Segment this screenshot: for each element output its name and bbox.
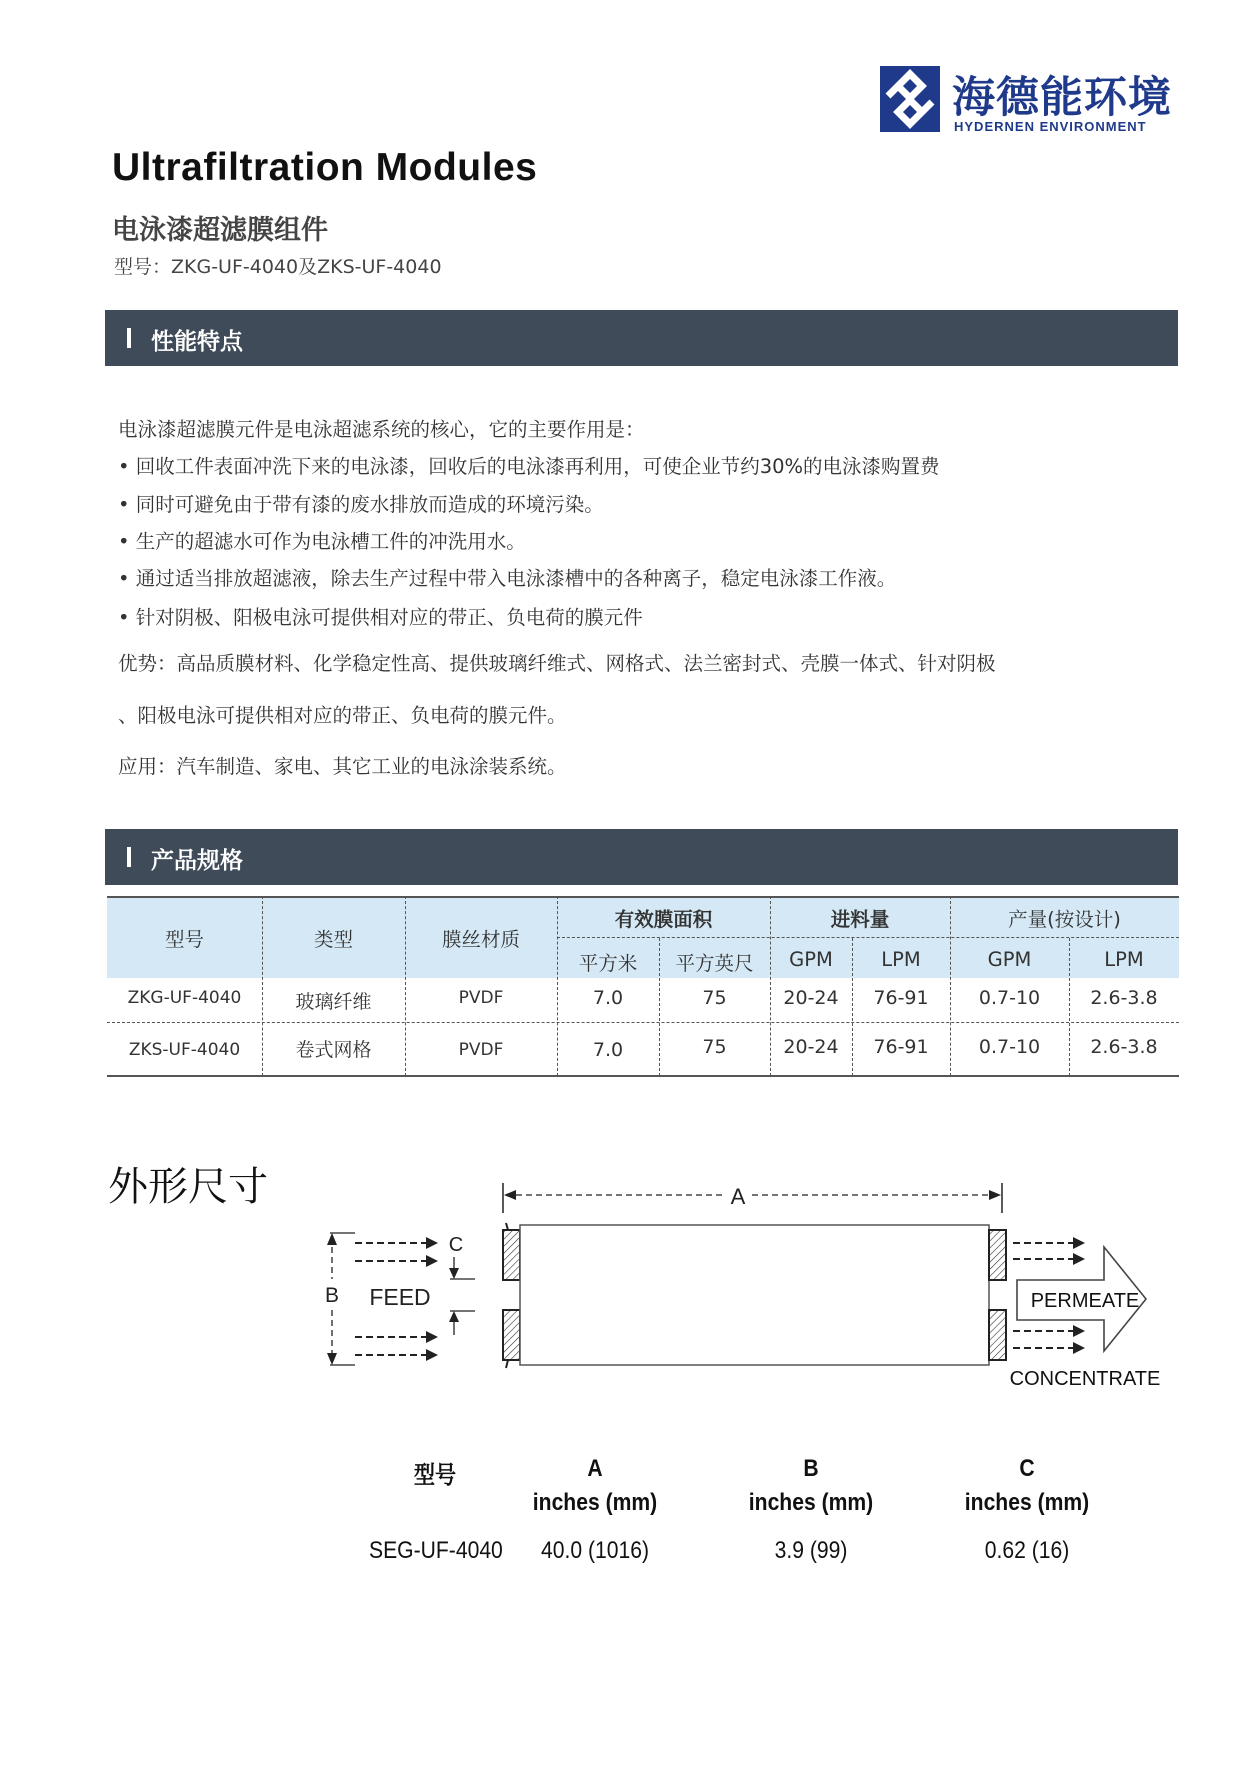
label-a: A [730,1184,746,1209]
advantage-line-1: 优势：高品质膜材料、化学稳定性高、提供玻璃纤维式、网格式、法兰密封式、壳膜一体式、针对阴极 [118,652,996,675]
page-title-zh: 电泳漆超滤膜组件 [112,215,328,246]
dim-unit-c: inches (mm) [964,1489,1090,1516]
feature-bullet: • 回收工件表面冲洗下来的电泳漆，回收后的电泳漆再利用，可使企业节约30%的电泳漆购置费 [118,455,940,478]
col-header-material: 膜丝材质 [441,928,520,951]
col-header-area: 有效膜面积 [614,908,713,931]
feature-bullet: • 针对阴极、阳极电泳可提供相对应的带正、负电荷的膜元件 [118,606,643,629]
dim-cell-model: SEG-UF-4040 [369,1537,503,1564]
advantage-line-2: 、阳极电泳可提供相对应的带正、负电荷的膜元件。 [118,704,567,727]
cell-material: PVDF [458,1040,504,1060]
dimensions-title: 外形尺寸 [108,1164,268,1210]
section-marker [127,847,131,867]
application-line: 应用：汽车制造、家电、其它工业的电泳涂装系统。 [118,755,567,778]
dim-cell-a: 40.0 (1016) [540,1537,650,1564]
label-concentrate: CONCENTRATE [1009,1368,1160,1390]
dimension-c [449,1234,475,1335]
logo-mark-icon [880,66,940,132]
spec-table [107,896,1179,1078]
feature-bullet: • 同时可避免由于带有漆的废水排放而造成的环境污染。 [118,493,604,516]
cell-feed-gpm: 20-24 [783,987,839,1009]
outlet-arrows [1010,1237,1160,1390]
dim-header-b: B [803,1455,819,1482]
col-header-type: 类型 [313,928,353,951]
company-logo [880,62,1178,142]
dimension-a [503,1183,1002,1213]
membrane-module [503,1223,1006,1368]
dimension-b [325,1233,355,1365]
label-b: B [324,1284,340,1307]
section-bar-features [105,310,1178,366]
label-feed: FEED [369,1284,431,1310]
module-diagram [320,1175,1160,1405]
cell-type: 卷式网格 [295,1039,372,1061]
subheader-feed-lpm: LPM [881,948,921,971]
col-header-feed: 进料量 [830,908,890,931]
row-divider [557,937,1179,938]
section-title: 性能特点 [151,329,243,355]
cell-feed-lpm: 76-91 [873,1036,929,1058]
section-title: 产品规格 [151,848,243,874]
section-bar-specs [105,829,1178,885]
section-marker [127,328,131,348]
subheader-feed-gpm: GPM [789,948,833,971]
features-intro: 电泳漆超滤膜元件是电泳超滤系统的核心，它的主要作用是： [118,418,645,441]
table-bottom-rule [107,1075,1179,1077]
col-header-output: 产量(按设计) [1008,908,1121,931]
cell-out-gpm: 0.7-10 [978,987,1041,1009]
dim-unit-a: inches (mm) [532,1489,658,1516]
cell-type: 玻璃纤维 [295,991,372,1013]
dim-unit-b: inches (mm) [748,1489,874,1516]
logo-name-zh: 海德能环境 [952,73,1172,123]
cell-area-ft2: 75 [702,987,727,1009]
row-divider [107,1022,1179,1023]
cell-area-ft2: 75 [702,1036,727,1058]
table-top-rule [107,896,1179,898]
feature-bullet: • 通过适当排放超滤液，除去生产过程中带入电泳漆槽中的各种离子，稳定电泳漆工作液。 [118,567,897,590]
label-c: C [448,1234,464,1256]
cell-out-gpm: 0.7-10 [978,1036,1041,1058]
dim-cell-b: 3.9 (99) [774,1537,848,1564]
dim-cell-c: 0.62 (16) [984,1537,1070,1564]
subheader-m2: 平方米 [578,952,638,975]
col-header-model: 型号 [164,928,204,951]
cell-out-lpm: 2.6-3.8 [1090,1036,1158,1058]
cell-feed-lpm: 76-91 [873,987,929,1009]
dimension-table [360,1455,1140,1575]
logo-name-en: HYDERNEN ENVIRONMENT [954,119,1147,134]
subheader-ft2: 平方英尺 [675,952,754,975]
page-title-en: Ultrafiltration Modules [112,146,538,189]
subheader-out-gpm: GPM [987,948,1032,971]
feature-bullet: • 生产的超滤水可作为电泳槽工件的冲洗用水。 [118,530,526,553]
dim-header-a: A [587,1455,603,1482]
cell-material: PVDF [458,988,504,1008]
cell-area-m2: 7.0 [592,987,624,1009]
subheader-out-lpm: LPM [1104,948,1144,971]
cell-out-lpm: 2.6-3.8 [1090,987,1158,1009]
feed-arrows [355,1237,438,1361]
dim-header-model: 型号 [413,1462,457,1489]
model-line: 型号：ZKG-UF-4040及ZKS-UF-4040 [114,256,442,278]
cell-model: ZKG-UF-4040 [127,988,242,1008]
dim-header-c: C [1019,1455,1035,1482]
cell-feed-gpm: 20-24 [783,1036,839,1058]
cell-model: ZKS-UF-4040 [128,1040,241,1060]
label-permeate: PERMEATE [1030,1290,1140,1312]
cell-area-m2: 7.0 [592,1039,624,1061]
